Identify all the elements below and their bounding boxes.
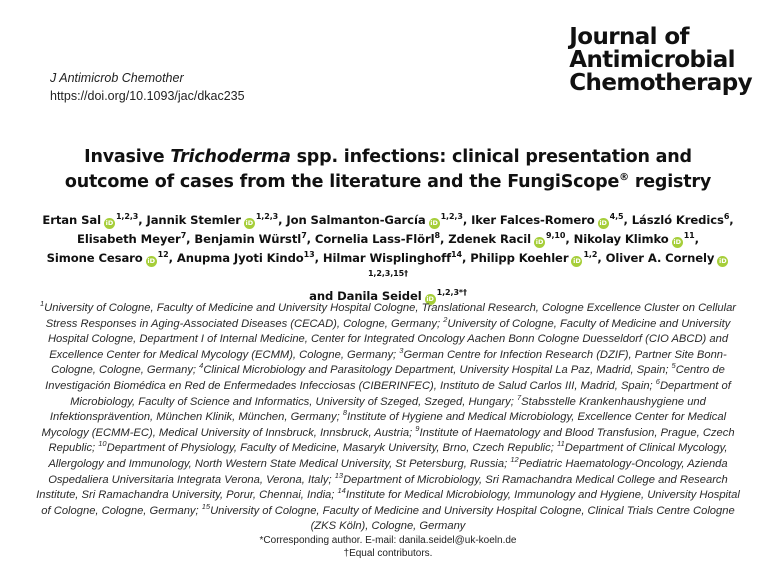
affiliation-text: Centro de Investigación Biomédica en Red de Enfermedades Infecciosas (CIBERINFEC), Instituto de Salud Carlos III, Madrid, Spain; [45, 364, 725, 392]
author-separator: , [138, 213, 143, 227]
author-separator: , [439, 232, 445, 246]
author [47, 251, 173, 265]
author-name: Simone Cesaro [46, 251, 143, 265]
affiliation-number: 9 [415, 423, 420, 433]
author [177, 251, 319, 265]
affiliation-number: 2 [443, 314, 448, 324]
journal-logo [569, 26, 752, 95]
title-part-3: registry [628, 172, 712, 192]
affiliation-text: Institute of Haematology and Blood Transfusion, Prague, Czech Republic; [48, 426, 735, 455]
author-affiliation-marker: 13 [303, 250, 315, 259]
author-list [30, 211, 746, 306]
affiliation-number: 15 [201, 501, 211, 511]
author-separator: , [729, 213, 734, 227]
registered-mark: ® [619, 172, 629, 183]
affiliation-number: 3 [399, 345, 404, 355]
affiliation-number: 11 [556, 439, 565, 449]
corresponding-author-note: *Corresponding author. E-mail: danila.seidel@uk-koeln.de [259, 535, 517, 546]
affiliation-text: Department of Microbiology, Faculty of Science and Informatics, University of Szeged, Szeged, Hungary; [70, 379, 731, 408]
affiliation-text: Institute of Hygiene and Medical Microbiology, Excellence Center for Medical Mycology (ECMM-EC), Medical University of Innsbruck, Innsbruck, Austria; [41, 411, 727, 439]
author [286, 213, 467, 227]
author-name: László Kredics [631, 213, 724, 227]
author-name: Nikolay Klimko [573, 232, 669, 246]
author-name: Ertan Sal [42, 213, 101, 227]
affiliation-number: 6 [655, 376, 660, 386]
affiliation-text: Department of Physiology, Faculty of Medicine, Masaryk University, Brno, Czech Republic; [106, 442, 557, 455]
orcid-icon[interactable]: iD [430, 219, 438, 227]
author-name: Philipp Koehler [470, 251, 569, 265]
affiliation-text: Pediatric Haematology-Oncology, Azienda Ospedaliera Universitaria Integrata Verona, Verona, Italy; [48, 457, 728, 486]
journal-abbreviation: J Antimicrob Chemother [50, 71, 184, 85]
author [42, 213, 142, 227]
author-affiliation-marker: 6 [723, 212, 730, 221]
affiliation-text: German Centre for Infection Research (DZIF), Partner Site Bonn-Cologne, Cologne, Germany; [51, 348, 727, 377]
author [574, 232, 699, 246]
affiliation-text: Department of Clinical Mycology, Allergology and Immunology, North Western State Medical University, St Petersburg, Russia; [48, 442, 728, 470]
orcid-icon[interactable]: iD [147, 257, 155, 265]
author-affiliation-marker: 1,2 [583, 250, 598, 259]
author [448, 232, 569, 246]
author-name: Cornelia Lass-Flörl [314, 232, 435, 246]
author-affiliation-marker: 4,5 [609, 212, 624, 221]
author-name: Jannik Stemler [146, 213, 241, 227]
affiliation-item [201, 501, 735, 533]
orcid-icon[interactable]: iD [573, 257, 581, 265]
author-name: Zdenek Racil [448, 232, 532, 246]
affiliation-text: University of Cologne, Faculty of Medicine and University Hospital Cologne, Clinical Trials Centre Cologne (ZKS Köln), Cologne, Germany [210, 504, 735, 533]
author-affiliation-marker: 1,2,3,15† [367, 269, 409, 278]
author [632, 213, 734, 227]
author [471, 213, 628, 227]
affiliation-number: 1 [39, 299, 45, 308]
affiliation-text: Department of Microbiology, Sri Ramachandra Medical College and Research Institute, Sri Ramachandra University, Porur, Chennai, India; [36, 473, 728, 502]
author-affiliation-marker: 1,2,3 [255, 212, 279, 221]
logo-line-1: Journal of [569, 24, 689, 50]
title-part-1: Invasive [84, 147, 171, 167]
affiliation-number: 14 [337, 486, 346, 496]
title-part-2: spp. infections: clinical presentation and outcome of cases from the literature and the FungiScope [64, 147, 692, 192]
author-name: and Danila Seidel [309, 289, 422, 303]
affiliation-number: 12 [510, 454, 519, 464]
author-affiliation-marker: 14 [451, 250, 462, 259]
orcid-icon[interactable]: iD [599, 219, 607, 227]
author [194, 232, 311, 246]
affiliation-text: Institute for Medical Microbiology, Immunology and Hygiene, University Hospital of Cologne, Cologne, Germany; [41, 489, 740, 517]
author-name: Jon Salmanton-García [286, 213, 426, 227]
author-name: Anupma Jyoti Kindo [176, 251, 304, 265]
author-separator: , [186, 232, 191, 246]
affiliations [34, 301, 742, 535]
footnotes [0, 534, 776, 560]
affiliation-text: Clinical Microbiology and Parasitology Department, University Hospital La Paz, Madrid, Spain; [203, 364, 672, 377]
affiliation-number: 5 [671, 361, 676, 371]
orcid-icon[interactable]: iD [719, 257, 727, 265]
author [323, 251, 466, 265]
author-name: Oliver A. Cornely [605, 251, 715, 265]
logo-line-2: Antimicrobial [569, 47, 735, 73]
author-affiliation-marker: 12 [157, 250, 169, 259]
affiliation-text: University of Cologne, Faculty of Medicine and University Hospital Cologne, Department I of Internal Medicine, Center for Integrated Oncology Aachen Bonn Cologne Duesseldorf (CIO ABCD) and Excellence Center for Medical Mycology (ECMM), Cologne, Germany; [47, 317, 731, 361]
author-name: Elisabeth Meyer [77, 232, 181, 246]
citation-block [50, 69, 245, 105]
logo-line-3: Chemotherapy [569, 70, 752, 96]
article-title [40, 145, 736, 195]
author [315, 232, 444, 246]
author-affiliation-marker: 1,2,3 [440, 212, 463, 221]
doi-link[interactable]: https://doi.org/10.1093/jac/dkac235 [50, 89, 245, 103]
orcid-icon[interactable]: iD [105, 219, 114, 227]
author [77, 232, 190, 246]
author-affiliation-marker: 9,10 [546, 231, 566, 240]
author-affiliation-marker: 7 [301, 231, 307, 240]
orcid-icon[interactable]: iD [673, 238, 681, 246]
author-separator: , [623, 213, 628, 227]
orcid-icon[interactable]: iD [245, 219, 254, 227]
author-separator: , [306, 232, 311, 246]
author-affiliation-marker: 1,2,3 [115, 212, 139, 221]
affiliation-number: 4 [199, 361, 204, 371]
author-name: Iker Falces-Romero [471, 213, 595, 227]
affiliation-number: 13 [334, 470, 344, 480]
author-separator: , [462, 213, 468, 227]
author [470, 251, 601, 265]
affiliation-text: Stabsstelle Krankenhaushygiene und Infektionsprävention, München Klinik, München, Germany; [49, 395, 706, 424]
author-separator: , [694, 232, 699, 246]
affiliation-item [98, 439, 557, 455]
title-italic-genus: Trichoderma [170, 147, 291, 167]
affiliation-item [199, 361, 672, 377]
author-affiliation-marker: 1,2,3*† [436, 288, 467, 297]
author-separator: , [168, 251, 173, 265]
author-separator: , [278, 213, 283, 227]
author-separator: , [597, 251, 602, 265]
author-separator: , [565, 232, 570, 246]
author-affiliation-marker: 11 [683, 231, 695, 240]
author [146, 213, 282, 227]
author-affiliation-marker: 8 [434, 231, 440, 240]
affiliation-number: 8 [342, 408, 347, 418]
affiliation-number: 7 [516, 392, 522, 402]
orcid-icon[interactable]: iD [535, 238, 544, 246]
author-separator: , [461, 251, 467, 265]
equal-contributors-note: †Equal contributors. [343, 548, 433, 559]
author-separator: , [314, 251, 319, 265]
affiliation-number: 10 [98, 439, 107, 449]
author-name: Benjamin Würstl [194, 232, 302, 246]
affiliation-text: University of Cologne, Faculty of Medicine and University Hospital Cologne, Translational Research, Cologne Excellence Cluster on Cellular Stress Responses in Aging-Associated Diseases (CECAD), Cologne, Germany; [44, 302, 737, 330]
author-affiliation-marker: 7 [180, 231, 187, 240]
orcid-icon[interactable]: iD [426, 295, 434, 303]
author-name: Hilmar Wisplinghoff [322, 251, 452, 265]
